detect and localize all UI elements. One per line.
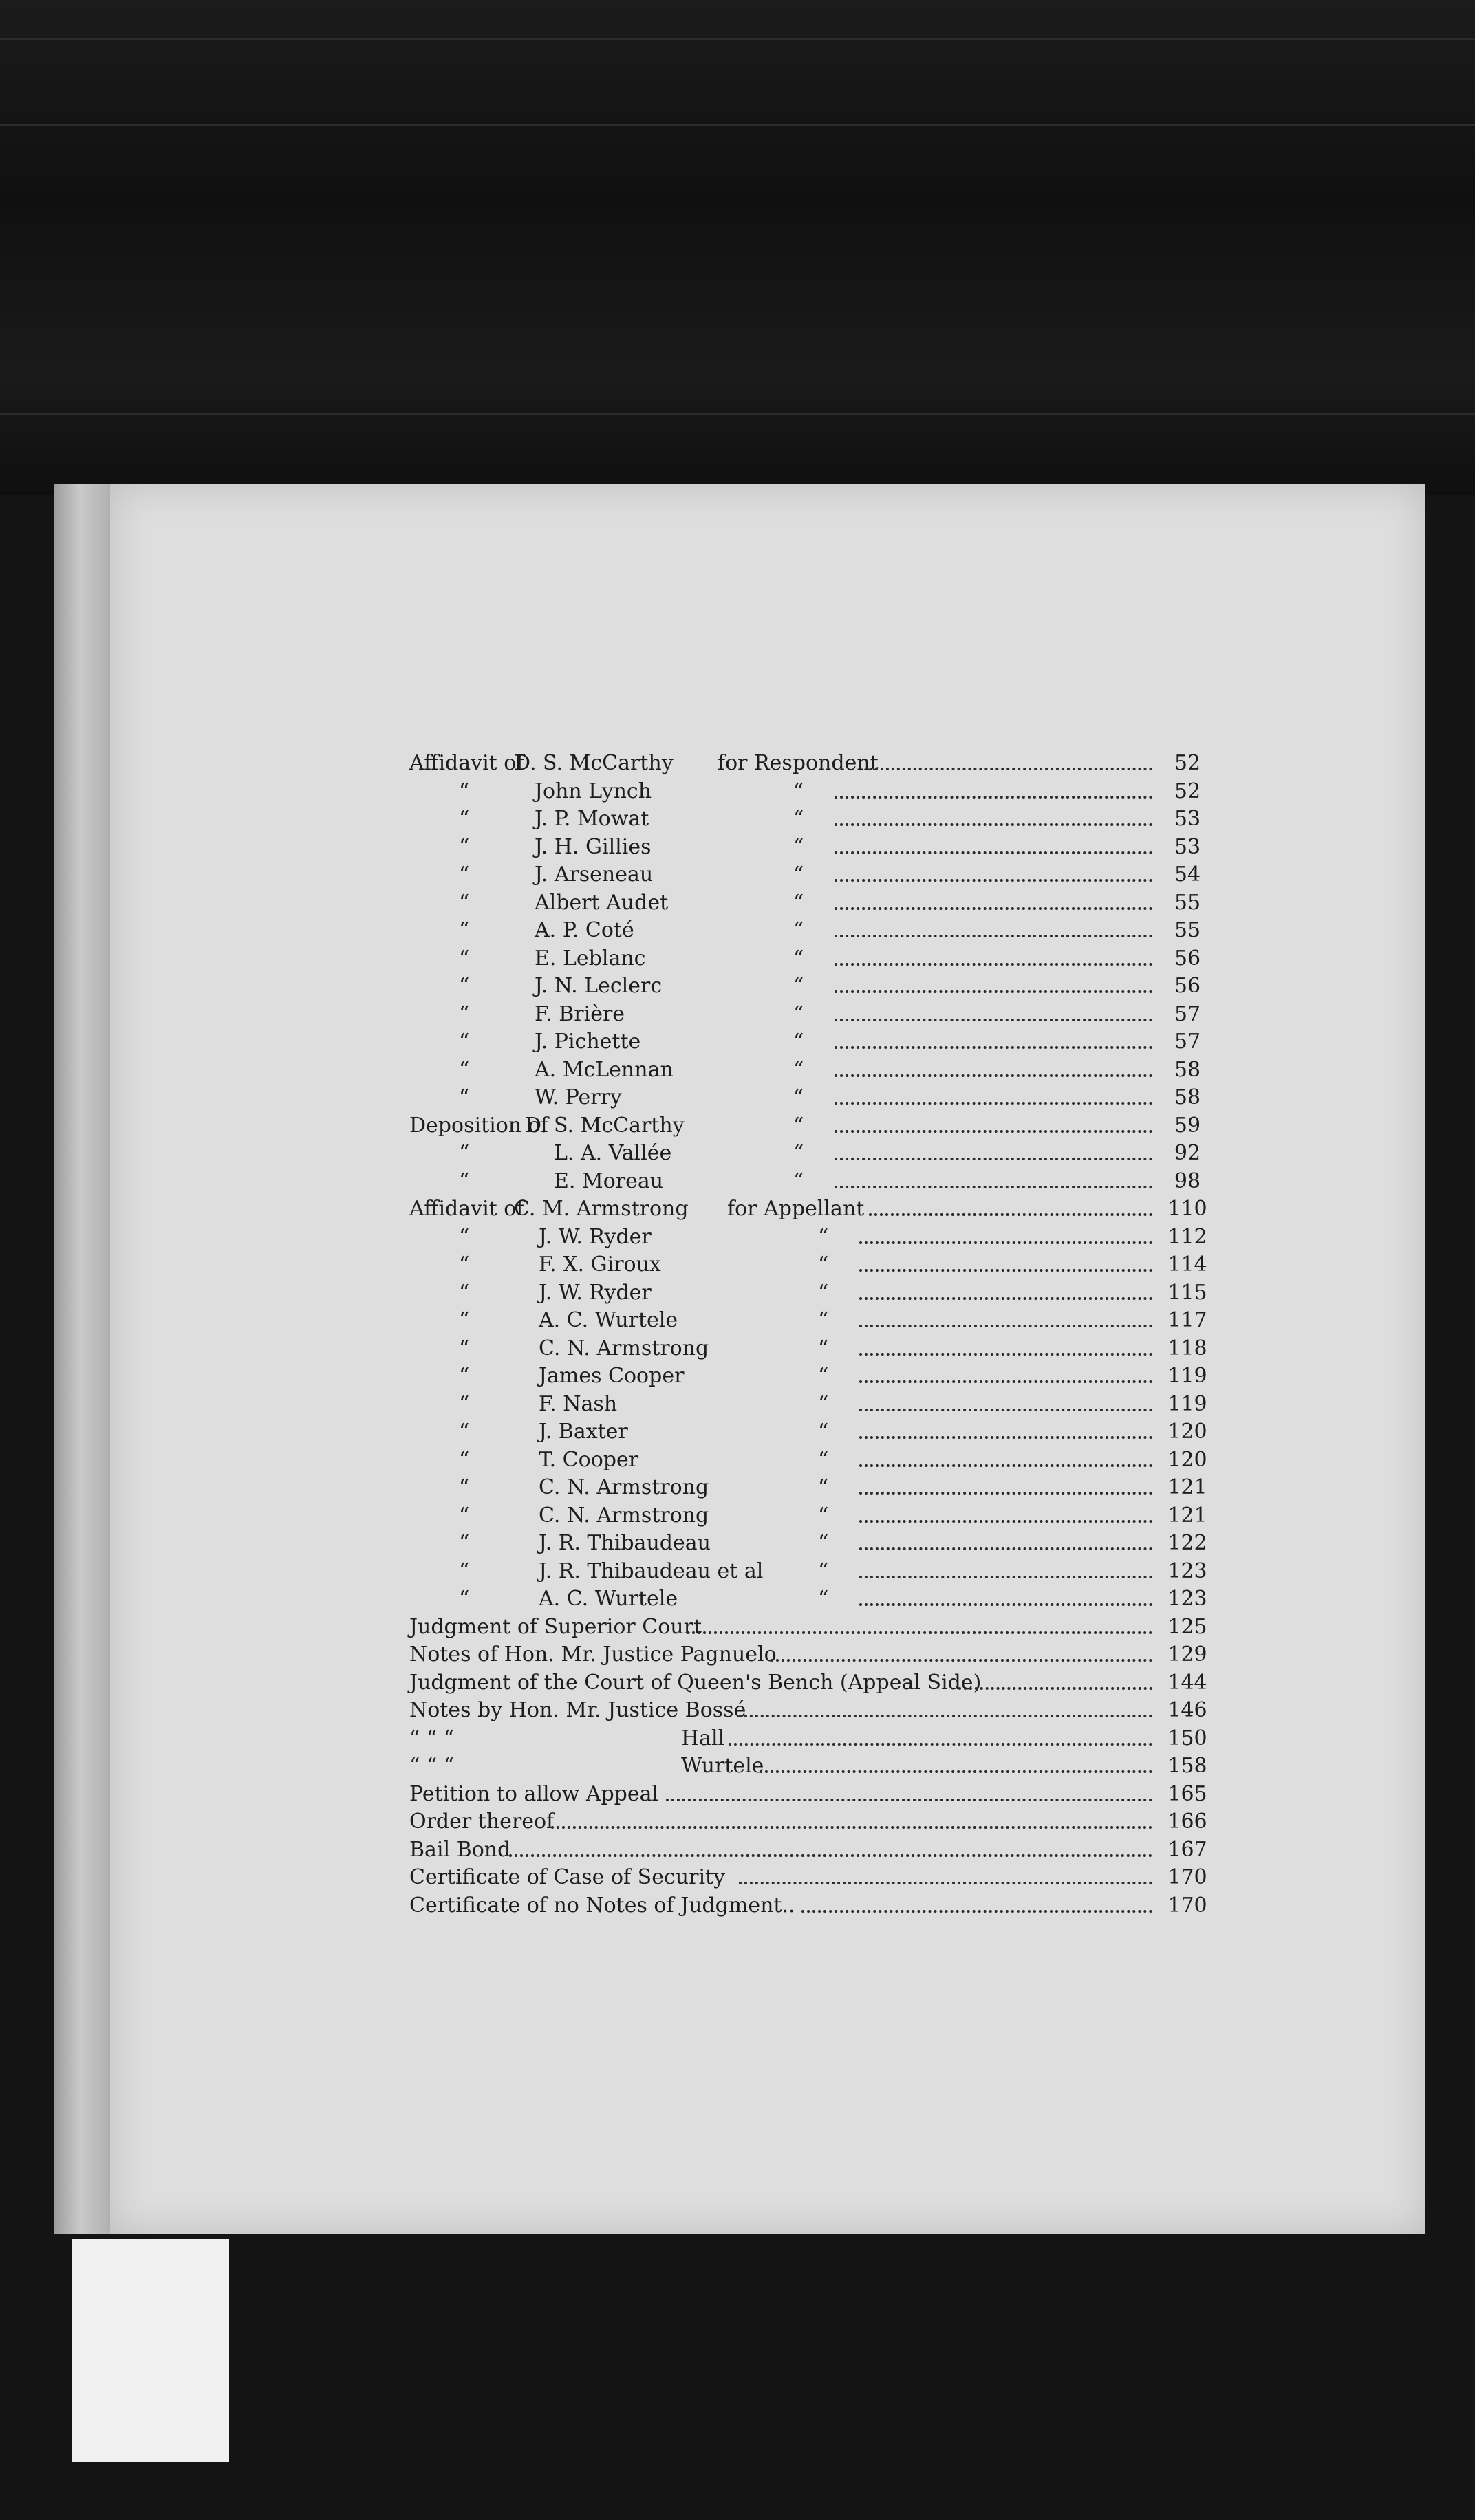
toc-entry-ditto: “ [818,1587,829,1611]
toc-entry [409,1502,1214,1530]
toc-entry-title: J. R. Thibaudeau et al [539,1558,764,1583]
toc-entry-prefix: Order thereof [409,1810,555,1834]
toc-entry [409,1641,1214,1669]
toc-entry-title: J. Pichette [535,1030,641,1054]
toc-entry-prefix: “ [459,1224,470,1249]
toc-page-number: 170 [1167,1893,1207,1918]
toc-entry-prefix: “ [459,1503,470,1528]
dot-leader [835,1074,1152,1077]
toc-entry-ditto: “ [793,1141,804,1165]
toc-entry-ditto: “ [793,862,804,887]
toc-entry-prefix: “ [459,1391,470,1416]
toc-entry-prefix: “ [459,1001,470,1026]
toc-entry-title: A. C. Wurtele [539,1587,678,1611]
toc-entry-title: E. Moreau [554,1169,664,1193]
toc-entry-ditto: “ [818,1308,829,1332]
toc-page-number: 59 [1174,1113,1201,1138]
toc-page-number: 123 [1167,1587,1207,1611]
toc-entry [409,1864,1214,1892]
toc-page-number: 158 [1167,1754,1207,1778]
toc-entry-title: J. P. Mowat [535,807,649,831]
toc-page-number: 117 [1167,1308,1207,1332]
dot-leader [729,1743,1152,1746]
toc-entry-title: L. A. Vallée [554,1141,672,1165]
dot-leader [835,1046,1152,1049]
toc-entry-ditto: “ [818,1280,829,1305]
toc-page-number: 122 [1167,1531,1207,1555]
toc-page-number: 98 [1174,1169,1201,1193]
toc-entry [409,1195,1214,1224]
toc-entry [409,1752,1214,1781]
dot-leader [835,823,1152,826]
dot-leader [835,1186,1152,1188]
toc-entry [409,1892,1214,1920]
dot-leader [835,1158,1152,1160]
toc-entry-prefix: “ [459,1531,470,1555]
toc-entry-ditto: “ [793,974,804,998]
toc-entry-prefix: “ [459,779,470,803]
toc-entry-ditto: “ [793,1085,804,1109]
toc-entry-title: C. N. Armstrong [539,1336,709,1360]
toc-page-number: 146 [1167,1698,1207,1722]
toc-page-number: 120 [1167,1447,1207,1472]
toc-entry [409,1558,1214,1586]
toc-page-number: 119 [1167,1391,1207,1416]
dot-leader [835,1102,1152,1105]
toc-entry [409,1585,1214,1614]
toc-entry-prefix: “ [459,1057,470,1082]
toc-entry-title: F. Nash [539,1391,618,1416]
dot-leader [859,1603,1152,1606]
toc-entry-title: J. W. Ryder [539,1280,652,1305]
toc-entry [409,834,1214,862]
dot-leader [739,1715,1152,1717]
dot-leader [859,1353,1152,1356]
toc-entry [409,861,1214,889]
toc-entry [409,1614,1214,1642]
dot-leader [835,963,1152,966]
toc-entry-prefix: “ [459,1364,470,1388]
dot-leader [739,1882,1152,1884]
toc-entry [409,1251,1214,1279]
toc-entry-prefix: “ [459,1447,470,1472]
dot-leader [958,1687,1152,1690]
toc-entry [409,1362,1214,1391]
toc-page-number: 56 [1174,974,1201,998]
toc-page-number: 53 [1174,834,1201,859]
toc-page-number: 56 [1174,946,1201,970]
toc-entry-ditto: “ [793,946,804,970]
toc-page-number: 121 [1167,1475,1207,1499]
toc-entry-prefix: “ [459,1030,470,1054]
toc-entry-prefix: Affidavit of [409,1197,524,1221]
dot-leader [666,1799,1152,1801]
toc-entry-title: F. Brière [535,1001,625,1026]
toc-entry-ditto: for Appellant [727,1197,865,1221]
dot-leader [870,768,1152,770]
toc-entry-ditto: “ [793,1057,804,1082]
toc-entry [409,1474,1214,1502]
toc-entry-prefix: “ [459,890,470,915]
toc-entry [409,1028,1214,1056]
toc-page-number: 170 [1167,1865,1207,1889]
toc-page-number: 55 [1174,890,1201,915]
toc-entry [409,1418,1214,1446]
toc-entry [409,1697,1214,1725]
toc-entry-title: D. S. McCarthy [525,1113,685,1138]
toc-entry-title: Hall [681,1726,725,1750]
toc-entry [409,750,1214,778]
toc-page-number: 123 [1167,1558,1207,1583]
toc-entry-ditto: “ [818,1364,829,1388]
toc-entry-title: W. Perry [535,1085,622,1109]
toc-page-number: 58 [1174,1057,1201,1082]
toc-entry [409,1808,1214,1836]
toc-entry [409,1224,1214,1252]
toc-entry [409,1112,1214,1140]
toc-page-number: 52 [1174,751,1201,775]
toc-entry [409,973,1214,1001]
toc-page-number: 165 [1167,1781,1207,1806]
toc-entry-ditto: “ [818,1252,829,1277]
dot-leader [760,1770,1152,1773]
toc-entry-ditto: “ [818,1447,829,1472]
toc-entry-prefix: Bail Bond [409,1837,511,1862]
toc-page-number: 121 [1167,1503,1207,1528]
toc-entry-prefix: “ [459,1085,470,1109]
dot-leader [835,1019,1152,1021]
toc-page-number: 58 [1174,1085,1201,1109]
dot-leader [859,1380,1152,1383]
film-scratch [0,38,1475,40]
toc-entry [409,1335,1214,1363]
film-scratch [0,124,1475,126]
dot-leader [859,1576,1152,1578]
toc-entry-title: A. McLennan [535,1057,674,1082]
toc-entry-prefix: “ [459,946,470,970]
dot-leader [835,851,1152,854]
toc-entry [409,778,1214,806]
dot-leader [859,1241,1152,1244]
toc-entry-ditto: “ [818,1420,829,1444]
toc-entry-prefix: “ [459,1169,470,1193]
toc-entry-ditto: “ [793,779,804,803]
toc-entry-prefix: “ [459,1336,470,1360]
toc-entry-ditto: “ [793,918,804,942]
dot-leader [859,1269,1152,1272]
film-background [0,0,1475,495]
toc-entry-ditto: “ [818,1503,829,1528]
dot-leader [835,935,1152,937]
toc-entry-ditto: “ [793,834,804,859]
toc-entry-title: J. Baxter [539,1420,628,1444]
toc-entry-ditto: “ [818,1391,829,1416]
film-scratch [0,413,1475,415]
toc-entry [409,889,1214,917]
toc-entry-ditto: “ [818,1224,829,1249]
toc-entry-ditto: “ [793,890,804,915]
toc-entry-prefix: “ [459,1252,470,1277]
toc-entry-prefix: “ “ “ [409,1726,455,1750]
toc-entry-prefix: “ [459,834,470,859]
toc-page-number: 167 [1167,1837,1207,1862]
toc-entry [409,1279,1214,1307]
toc-entry-prefix: “ [459,1280,470,1305]
toc-entry-ditto: “ [793,1001,804,1026]
toc-entry-prefix: Certificate of Case of Security [409,1865,726,1889]
toc-entry-prefix: “ [459,1558,470,1583]
toc-entry-title: C. N. Armstrong [539,1475,709,1499]
toc-page-number: 120 [1167,1420,1207,1444]
dot-leader [859,1520,1152,1523]
toc-entry-prefix: Judgment of Superior Court [409,1614,702,1639]
toc-entry-ditto: “ [793,1030,804,1054]
toc-entry-prefix: Certificate of no Notes of Judgment.. [409,1893,795,1918]
toc-page-number: 112 [1167,1224,1207,1249]
toc-entry-ditto: “ [818,1336,829,1360]
toc-entry-ditto: “ [818,1475,829,1499]
toc-entry-title: A. P. Coté [535,918,634,942]
toc-entry-prefix: Affidavit of [409,751,524,775]
toc-entry-prefix: “ “ “ [409,1754,455,1778]
toc-page-number: 119 [1167,1364,1207,1388]
toc-entry-ditto: “ [818,1531,829,1555]
toc-entry-prefix: “ [459,918,470,942]
toc-page-number: 92 [1174,1141,1201,1165]
toc-entry [409,1836,1214,1865]
toc-entry-prefix: “ [459,1475,470,1499]
table-of-contents [409,750,1214,1920]
toc-entry-title: Wurtele [681,1754,764,1778]
toc-page-number: 125 [1167,1614,1207,1639]
toc-entry [409,1140,1214,1168]
toc-entry [409,1056,1214,1085]
toc-page-number: 129 [1167,1642,1207,1666]
film-label-strip [72,2239,229,2462]
toc-entry [409,805,1214,834]
dot-leader [859,1325,1152,1327]
toc-page-number: 55 [1174,918,1201,942]
toc-page-number: 150 [1167,1726,1207,1750]
dot-leader [551,1826,1152,1829]
toc-entry-ditto: for Respondent [718,751,879,775]
toc-entry-prefix: “ [459,1587,470,1611]
toc-entry-prefix: Petition to allow Appeal [409,1781,659,1806]
toc-page-number: 144 [1167,1670,1207,1695]
toc-entry-title: C. M. Armstrong [514,1197,689,1221]
toc-page-number: 53 [1174,807,1201,831]
toc-entry [409,1084,1214,1112]
toc-entry-title: T. Cooper [539,1447,639,1472]
toc-entry-prefix: “ [459,1308,470,1332]
toc-entry [409,1168,1214,1196]
toc-page-number: 52 [1174,779,1201,803]
toc-entry-prefix: “ [459,974,470,998]
toc-entry-title: James Cooper [539,1364,685,1388]
dot-leader [835,990,1152,993]
toc-page-number: 57 [1174,1030,1201,1054]
dot-leader [771,1659,1152,1662]
toc-entry-title: A. C. Wurtele [539,1308,678,1332]
toc-entry-title: E. Leblanc [535,946,646,970]
toc-entry [409,1446,1214,1475]
toc-entry [409,917,1214,945]
dot-leader [859,1436,1152,1439]
toc-entry [409,1391,1214,1419]
toc-entry-ditto: “ [818,1558,829,1583]
toc-entry [409,1001,1214,1029]
toc-entry-title: F. X. Giroux [539,1252,661,1277]
toc-entry-title: J. Arseneau [535,862,654,887]
toc-entry-prefix: “ [459,1141,470,1165]
dot-leader [835,796,1152,799]
toc-entry-title: J. N. Leclerc [535,974,663,998]
toc-entry-ditto: “ [793,807,804,831]
dot-leader [859,1492,1152,1495]
toc-entry-prefix: “ [459,1420,470,1444]
toc-page-number: 57 [1174,1001,1201,1026]
toc-entry [409,1530,1214,1558]
toc-page-number: 115 [1167,1280,1207,1305]
toc-entry-ditto: “ [793,1113,804,1138]
toc-page-number: 110 [1167,1197,1207,1221]
toc-entry-title: John Lynch [535,779,652,803]
dot-leader [835,907,1152,910]
dot-leader [509,1854,1152,1857]
dot-leader [835,879,1152,882]
toc-entry-title: Albert Audet [535,890,669,915]
toc-entry [409,945,1214,973]
toc-entry-title: J. R. Thibaudeau [539,1531,711,1555]
toc-page-number: 166 [1167,1810,1207,1834]
toc-page-number: 114 [1167,1252,1207,1277]
toc-entry [409,1725,1214,1753]
dot-leader [859,1547,1152,1550]
dot-leader [859,1297,1152,1300]
dot-leader [801,1910,1152,1913]
toc-entry-title: J. W. Ryder [539,1224,652,1249]
toc-entry-prefix: Notes of Hon. Mr. Justice Pagnuelo [409,1642,777,1666]
dot-leader [859,1409,1152,1411]
toc-entry-ditto: “ [793,1169,804,1193]
toc-entry [409,1781,1214,1809]
toc-entry-prefix: “ [459,862,470,887]
toc-entry [409,1307,1214,1335]
toc-entry-title: C. N. Armstrong [539,1503,709,1528]
toc-entry-title: J. H. Gillies [535,834,652,859]
toc-entry-prefix: Notes by Hon. Mr. Justice Bossé [409,1698,746,1722]
toc-entry-title: D. S. McCarthy [514,751,674,775]
toc-entry [409,1669,1214,1697]
toc-entry-prefix: Judgment of the Court of Queen's Bench (Appeal Side) [409,1670,982,1695]
toc-page-number: 118 [1167,1336,1207,1360]
dot-leader [835,1130,1152,1133]
dot-leader [859,1464,1152,1467]
dot-leader [687,1631,1152,1634]
toc-entry-prefix: “ [459,807,470,831]
dot-leader [869,1213,1152,1216]
toc-page-number: 54 [1174,862,1201,887]
toc-entry-prefix: Deposition of [409,1113,548,1138]
